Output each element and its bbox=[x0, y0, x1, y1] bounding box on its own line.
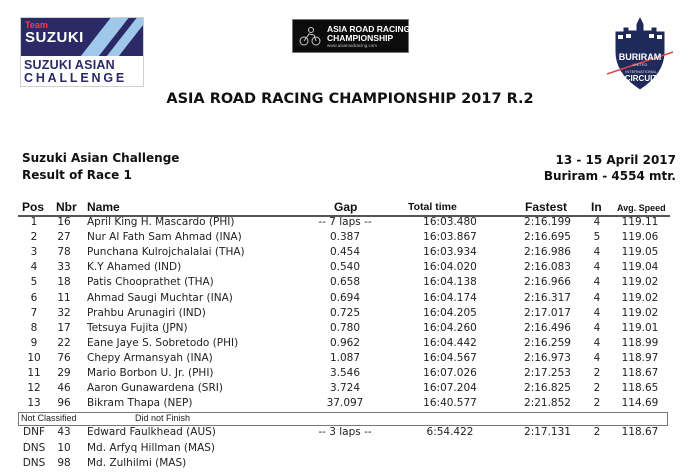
cell-name: K.Y Ahamed (IND) bbox=[87, 261, 182, 274]
cell-gap: 3.724 bbox=[329, 382, 361, 395]
cell-pos: 9 bbox=[30, 336, 38, 349]
cell-in: 4 bbox=[593, 306, 601, 319]
cell-name: Md. Arfyq Hillman (MAS) bbox=[87, 441, 216, 454]
cell-total-time: 16:04.174 bbox=[423, 291, 477, 304]
cell-gap: 0.387 bbox=[329, 231, 361, 244]
cell-gap: 0.962 bbox=[329, 336, 361, 349]
cell-name: Mario Borbon U. Jr. (PHI) bbox=[87, 367, 214, 379]
cell-name: Eane Jaye S. Sobretodo (PHI) bbox=[87, 336, 239, 349]
cell-avg-speed: 119.04 bbox=[621, 261, 659, 274]
cell-total-time: 16:03.867 bbox=[423, 231, 477, 244]
race-name: Result of Race 1 bbox=[22, 168, 132, 182]
column-header-in: In bbox=[591, 200, 602, 214]
motorcycle-rider-icon bbox=[299, 25, 321, 47]
cell-gap: 0.780 bbox=[329, 321, 361, 334]
cell-total-time: 16:03.480 bbox=[423, 216, 477, 228]
cell-fastest: 2:16.986 bbox=[524, 246, 571, 259]
cell-gap: 37.097 bbox=[326, 397, 364, 410]
logo-line-1: SUZUKI ASIAN bbox=[24, 58, 115, 72]
cell-fastest: 2:16.695 bbox=[524, 231, 571, 244]
logo-brand-text: SUZUKI bbox=[25, 29, 84, 46]
cell-gap: 0.694 bbox=[329, 291, 361, 304]
not-classified-label: Not Classified bbox=[21, 413, 77, 423]
cell-total-time: 16:40.577 bbox=[423, 397, 477, 410]
asia-road-racing-logo bbox=[292, 19, 409, 53]
cell-gap: 0.658 bbox=[329, 276, 361, 289]
cell-nbr: 18 bbox=[57, 276, 71, 289]
cell-nbr: 33 bbox=[57, 261, 71, 274]
cell-avg-speed: 119.05 bbox=[621, 246, 659, 259]
cell-in: 4 bbox=[593, 246, 601, 259]
cell-avg-speed: 118.97 bbox=[621, 351, 659, 364]
cell-total-time: 16:03.934 bbox=[423, 246, 477, 259]
cell-avg-speed: 118.99 bbox=[621, 336, 659, 349]
cell-avg-speed: 119.02 bbox=[621, 306, 659, 319]
cell-nbr: 98 bbox=[57, 457, 71, 469]
cell-total-time: 16:07.204 bbox=[423, 382, 477, 395]
cell-in: 4 bbox=[593, 276, 601, 289]
column-header-nbr: Nbr bbox=[56, 200, 77, 214]
cell-nbr: 46 bbox=[57, 382, 71, 395]
cell-pos: 5 bbox=[30, 276, 38, 289]
cell-nbr: 43 bbox=[57, 426, 71, 438]
cell-in: 4 bbox=[593, 351, 601, 364]
column-header-gap: Gap bbox=[334, 200, 358, 214]
cell-nbr: 29 bbox=[57, 367, 71, 379]
cell-total-time: 16:04.205 bbox=[423, 306, 477, 319]
event-venue: Buriram - 4554 mtr. bbox=[543, 169, 676, 183]
suzuki-asian-challenge-logo bbox=[20, 17, 144, 87]
column-header-fastest: Fastest bbox=[525, 200, 568, 214]
cell-total-time: 16:04.567 bbox=[423, 351, 477, 364]
buriram-logo-text: BURIRAM bbox=[618, 52, 662, 62]
cell-in: 4 bbox=[593, 216, 601, 228]
cell-fastest: 2:16.973 bbox=[524, 351, 571, 364]
cell-avg-speed: 118.65 bbox=[621, 382, 659, 395]
cell-avg-speed: 114.69 bbox=[621, 397, 659, 410]
cell-pos: 2 bbox=[30, 231, 38, 244]
cell-in: 4 bbox=[593, 321, 601, 334]
cell-nbr: 78 bbox=[57, 246, 71, 259]
cell-in: 5 bbox=[593, 231, 601, 244]
cell-fastest: 2:17.017 bbox=[524, 306, 571, 319]
cell-pos: 4 bbox=[30, 261, 38, 274]
buriram-logo-text: CIRCUIT bbox=[624, 74, 658, 83]
cell-pos: DNS bbox=[22, 441, 46, 454]
cell-fastest: 2:16.083 bbox=[524, 261, 571, 274]
cell-pos: 8 bbox=[30, 321, 38, 334]
cell-nbr: 96 bbox=[57, 397, 71, 410]
arrc-logo-line-1: ASIA ROAD RACING bbox=[327, 24, 411, 34]
cell-pos: DNF bbox=[23, 426, 45, 438]
cell-nbr: 17 bbox=[57, 321, 71, 334]
cell-pos: 1 bbox=[30, 216, 38, 228]
cell-avg-speed: 119.11 bbox=[621, 216, 659, 228]
series-name: Suzuki Asian Challenge bbox=[22, 151, 180, 165]
cell-name: Patis Chooprathet (THA) bbox=[87, 276, 214, 289]
cell-name: Punchana Kulrojchalalai (THA) bbox=[87, 246, 245, 259]
cell-nbr: 32 bbox=[57, 306, 71, 319]
cell-fastest: 2:16.825 bbox=[524, 382, 571, 395]
buriram-circuit-logo bbox=[605, 16, 675, 92]
cell-avg-speed: 118.67 bbox=[621, 426, 659, 438]
cell-avg-speed: 119.06 bbox=[621, 231, 659, 244]
cell-name: Tetsuya Fujita (JPN) bbox=[87, 321, 188, 334]
cell-avg-speed: 119.01 bbox=[621, 321, 659, 334]
cell-name: Nur Al Fath Sam Ahmad (INA) bbox=[87, 231, 242, 244]
suzuki-logo-banner bbox=[21, 18, 143, 56]
cell-total-time: 16:07.026 bbox=[423, 367, 477, 379]
cell-name: Prahbu Arunagiri (IND) bbox=[87, 306, 206, 319]
buriram-logo-text: INTERNATIONAL bbox=[625, 69, 657, 74]
cell-fastest: 2:21.852 bbox=[524, 397, 571, 410]
cell-name: Edward Faulkhead (AUS) bbox=[87, 426, 216, 438]
cell-pos: 12 bbox=[27, 382, 41, 395]
cell-fastest: 2:16.259 bbox=[524, 336, 571, 349]
cell-total-time: 6:54.422 bbox=[426, 426, 474, 438]
cell-in: 4 bbox=[593, 261, 601, 274]
arrc-logo-url: www.asiaroadracing.com bbox=[327, 43, 378, 48]
cell-nbr: 22 bbox=[57, 336, 71, 349]
page-title: ASIA ROAD RACING CHAMPIONSHIP 2017 R.2 bbox=[166, 91, 534, 107]
cell-total-time: 16:04.442 bbox=[423, 336, 477, 349]
cell-total-time: 16:04.260 bbox=[423, 321, 477, 334]
cell-gap: 0.540 bbox=[329, 261, 361, 274]
cell-avg-speed: 118.67 bbox=[621, 367, 659, 379]
cell-gap: 0.454 bbox=[329, 246, 361, 259]
cell-nbr: 27 bbox=[57, 231, 71, 244]
arrc-logo-line-2: CHAMPIONSHIP bbox=[327, 33, 394, 43]
cell-nbr: 11 bbox=[57, 291, 71, 304]
cell-name: Chepy Armansyah (INA) bbox=[87, 351, 213, 364]
cell-avg-speed: 119.02 bbox=[621, 291, 659, 304]
cell-in: 2 bbox=[593, 382, 601, 395]
logo-team-text: Team bbox=[25, 20, 48, 30]
logo-line-2: CHALLENGE bbox=[24, 71, 127, 85]
cell-fastest: 2:16.496 bbox=[524, 321, 571, 334]
cell-pos: DNS bbox=[22, 457, 46, 469]
cell-total-time: 16:04.020 bbox=[423, 261, 477, 274]
cell-in: 2 bbox=[593, 367, 601, 379]
cell-gap: -- 7 laps -- bbox=[318, 216, 372, 228]
cell-fastest: 2:16.966 bbox=[524, 276, 571, 289]
column-header-avg-speed: Avg. Speed bbox=[617, 203, 666, 213]
cell-in: 2 bbox=[593, 426, 601, 438]
cell-nbr: 76 bbox=[57, 351, 71, 364]
not-classified-reason: Did not Finish bbox=[135, 413, 191, 423]
cell-avg-speed: 119.02 bbox=[621, 276, 659, 289]
cell-nbr: 10 bbox=[57, 441, 71, 454]
buriram-logo-text: UNITED bbox=[632, 62, 648, 67]
cell-fastest: 2:17.131 bbox=[524, 426, 571, 438]
cell-name: April King H. Mascardo (PHI) bbox=[87, 216, 235, 228]
cell-name: Aaron Gunawardena (SRI) bbox=[87, 382, 223, 395]
column-header-pos: Pos bbox=[22, 200, 45, 214]
column-header-total-time: Total time bbox=[408, 201, 457, 213]
cell-nbr: 16 bbox=[57, 216, 71, 228]
cell-name: Md. Zulhilmi (MAS) bbox=[87, 457, 187, 469]
cell-in: 2 bbox=[593, 397, 601, 410]
cell-in: 4 bbox=[593, 291, 601, 304]
cell-pos: 7 bbox=[30, 306, 38, 319]
cell-name: Ahmad Saugi Muchtar (INA) bbox=[87, 291, 233, 304]
event-dates: 13 - 15 April 2017 bbox=[555, 153, 676, 167]
cell-name: Bikram Thapa (NEP) bbox=[87, 397, 193, 410]
cell-fastest: 2:16.317 bbox=[524, 291, 571, 304]
cell-pos: 10 bbox=[27, 351, 41, 364]
cell-pos: 3 bbox=[30, 246, 38, 259]
column-header-name: Name bbox=[87, 200, 120, 214]
cell-gap: 1.087 bbox=[329, 351, 361, 364]
cell-gap: -- 3 laps -- bbox=[318, 426, 372, 438]
cell-pos: 11 bbox=[27, 367, 41, 379]
cell-pos: 6 bbox=[30, 291, 38, 304]
cell-pos: 13 bbox=[27, 397, 41, 410]
cell-in: 4 bbox=[593, 336, 601, 349]
not-classified-section-header bbox=[18, 412, 668, 426]
cell-total-time: 16:04.138 bbox=[423, 276, 477, 289]
cell-gap: 3.546 bbox=[329, 367, 361, 379]
cell-fastest: 2:16.199 bbox=[524, 216, 571, 228]
cell-fastest: 2:17.253 bbox=[524, 367, 571, 379]
cell-gap: 0.725 bbox=[329, 306, 361, 319]
